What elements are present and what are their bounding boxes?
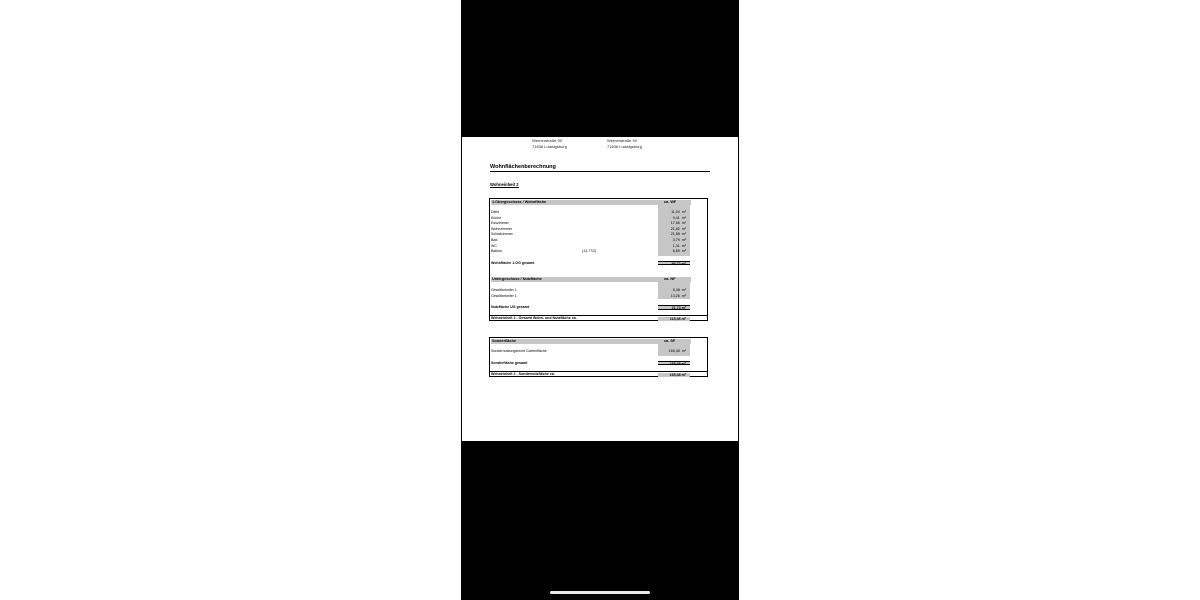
address-city: 71636 Ludwigsburg — [607, 143, 642, 149]
document-page[interactable] — [462, 137, 738, 441]
document-subtitle: Wohneinheit 2 — [490, 182, 519, 187]
room-name: Wohnzimmer — [491, 226, 513, 231]
room-name: Küche — [491, 215, 502, 220]
grand-total-row — [490, 315, 707, 320]
room-value: 11,04 m² — [671, 210, 686, 214]
home-indicator[interactable] — [550, 591, 650, 594]
address-street: Wernerstraße 90 — [532, 138, 562, 143]
room-value: 3,79 m² — [672, 238, 686, 242]
address-city: 71636 Ludwigsburg — [532, 143, 567, 149]
total-label: Nutzfläche UG gesamt — [491, 305, 530, 309]
room-name: Gewölbekeller 1 — [491, 293, 517, 298]
room-name: Diele — [491, 210, 500, 214]
total-label: Sonderfläche gesamt — [491, 361, 528, 365]
special-area-table — [489, 337, 708, 377]
room-value: 1,31 m² — [672, 243, 686, 248]
document-title: Wohnflächenberechnung — [490, 164, 710, 172]
room-value: 6,89 m² — [672, 249, 686, 254]
room-name: WC — [491, 243, 497, 248]
section-header-label: 1.Obergeschoss / Wohnfläche — [492, 200, 547, 204]
section-header-col: ca. NF — [664, 277, 676, 281]
room-name: Esszimmer — [491, 221, 509, 226]
room-note: (13,77/2) — [582, 249, 597, 254]
room-name: Bad — [491, 238, 498, 242]
grand-total-value: 115,46 m² — [658, 317, 690, 321]
room-value: 9,41 m² — [672, 215, 686, 220]
living-area-table — [489, 198, 708, 321]
phone-screen — [461, 0, 739, 600]
room-value: 165,48 m² — [668, 349, 686, 353]
room-value: 8,48 m² — [672, 288, 686, 292]
special-total-label: Wohneinheit 2 - Sondernutzfläche ca. — [491, 372, 555, 376]
room-name: Balkon — [491, 249, 502, 254]
section-header-col: ca. SF — [664, 339, 676, 343]
section-header-label: Sonderfläche — [492, 339, 517, 343]
section-header-col: ca. WF — [664, 200, 677, 204]
total-value: 165,48 m² — [658, 361, 690, 366]
address-block-2 — [607, 138, 642, 149]
room-value: 21,82 m² — [670, 226, 686, 231]
room-value: 17,56 m² — [670, 221, 686, 226]
room-name: Schlafzimmer — [491, 232, 513, 237]
section-header-label: Untergeschoss / Nutzfläche — [492, 277, 542, 281]
grand-total-label: Wohneinheit 2 - Gesamt Wohn- und Nutzfläche ca. — [491, 316, 577, 320]
room-value: 21,88 m² — [670, 232, 686, 237]
special-total-row — [490, 371, 707, 376]
address-street: Wernerstraße 90 — [607, 138, 637, 143]
room-value: 13,26 m² — [670, 293, 686, 298]
room-name: Gewölbekeller 1 — [491, 288, 517, 292]
total-value: 93,72 m² — [658, 261, 690, 266]
total-label: Wohnfläche 1.OG gesamt — [491, 261, 535, 265]
total-value: 21,74 m² — [658, 305, 690, 310]
special-total-value: 165,48 m² — [658, 373, 690, 377]
room-name: Sondernutzungsrecht Gartenfläche — [491, 349, 547, 353]
address-block-1 — [532, 138, 567, 149]
